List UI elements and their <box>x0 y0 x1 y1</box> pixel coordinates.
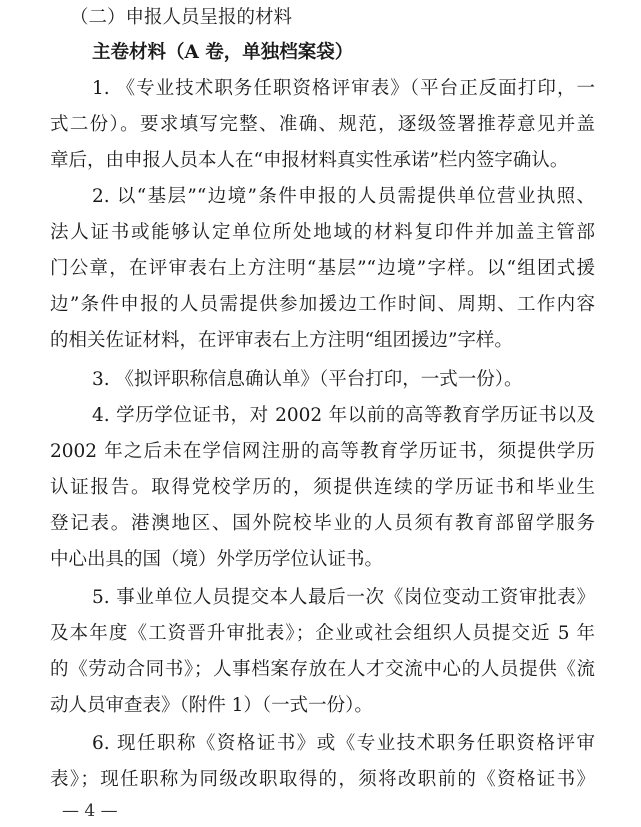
item-4-line-5: 中心出具的国（境）外学历学位认证书。 <box>50 549 384 570</box>
item-6-line-1: 6. 现任职称《资格证书》或《专业技术职务任职资格评审 <box>92 733 595 754</box>
item-2-line-1: 2. 以“基层”“边境”条件申报的人员需提供单位营业执照、 <box>92 186 595 207</box>
item-2-line-4: 边”条件申报的人员需提供参加援边工作时间、周期、工作内容 <box>50 294 595 315</box>
page-number: — 4 — <box>62 801 118 821</box>
item-1-line-1: 1. 《专业技术职务任职资格评审表》（平台正反面打印，一 <box>92 78 595 99</box>
item-4-line-4: 登记表。港澳地区、国外院校毕业的人员须有教育部留学服务 <box>50 513 595 534</box>
section-heading: （二）申报人员呈报的材料 <box>70 7 293 28</box>
item-4-line-2: 2002 年之后未在学信网注册的高等教育学历证书，须提供学历 <box>50 441 595 462</box>
item-5-line-3: 的《劳动合同书》；人事档案存放在人才交流中心的人员提供《流 <box>50 659 595 680</box>
item-1-line-2: 式二份）。要求填写完整、准确、规范，逐级签署推荐意见并盖 <box>50 114 595 135</box>
item-5-line-2: 及本年度《工资晋升审批表》；企业或社会组织人员提交近 5 年 <box>50 623 595 644</box>
item-5-line-4: 动人员审查表》（附件 1）（一式一份）。 <box>50 695 373 716</box>
item-1-line-3: 章后，由申报人员本人在“申报材料真实性承诺”栏内签字确认。 <box>50 150 569 171</box>
item-6-line-2: 表》；现任职称为同级改职取得的，须将改职前的《资格证书》 <box>50 769 595 790</box>
subheading: 主卷材料（A 卷，单独档案袋） <box>92 42 354 63</box>
item-2-line-5: 的相关佐证材料，在评审表右上方注明“组团援边”字样。 <box>50 330 513 351</box>
item-5-line-1: 5. 事业单位人员提交本人最后一次《岗位变动工资审批表》 <box>92 587 595 608</box>
item-2-line-2: 法人证书或能够认定单位所处地域的材料复印件并加盖主管部 <box>50 222 595 243</box>
item-3-line-1: 3. 《拟评职称信息确认单》（平台打印，一式一份）。 <box>92 369 523 390</box>
item-4-line-1: 4. 学历学位证书，对 2002 年以前的高等教育学历证书以及 <box>92 405 595 426</box>
item-2-line-3: 门公章，在评审表右上方注明“基层”“边境”字样。以“组团式援 <box>50 258 595 279</box>
item-4-line-3: 认证报告。取得党校学历的，须提供连续的学历证书和毕业生 <box>50 477 595 498</box>
